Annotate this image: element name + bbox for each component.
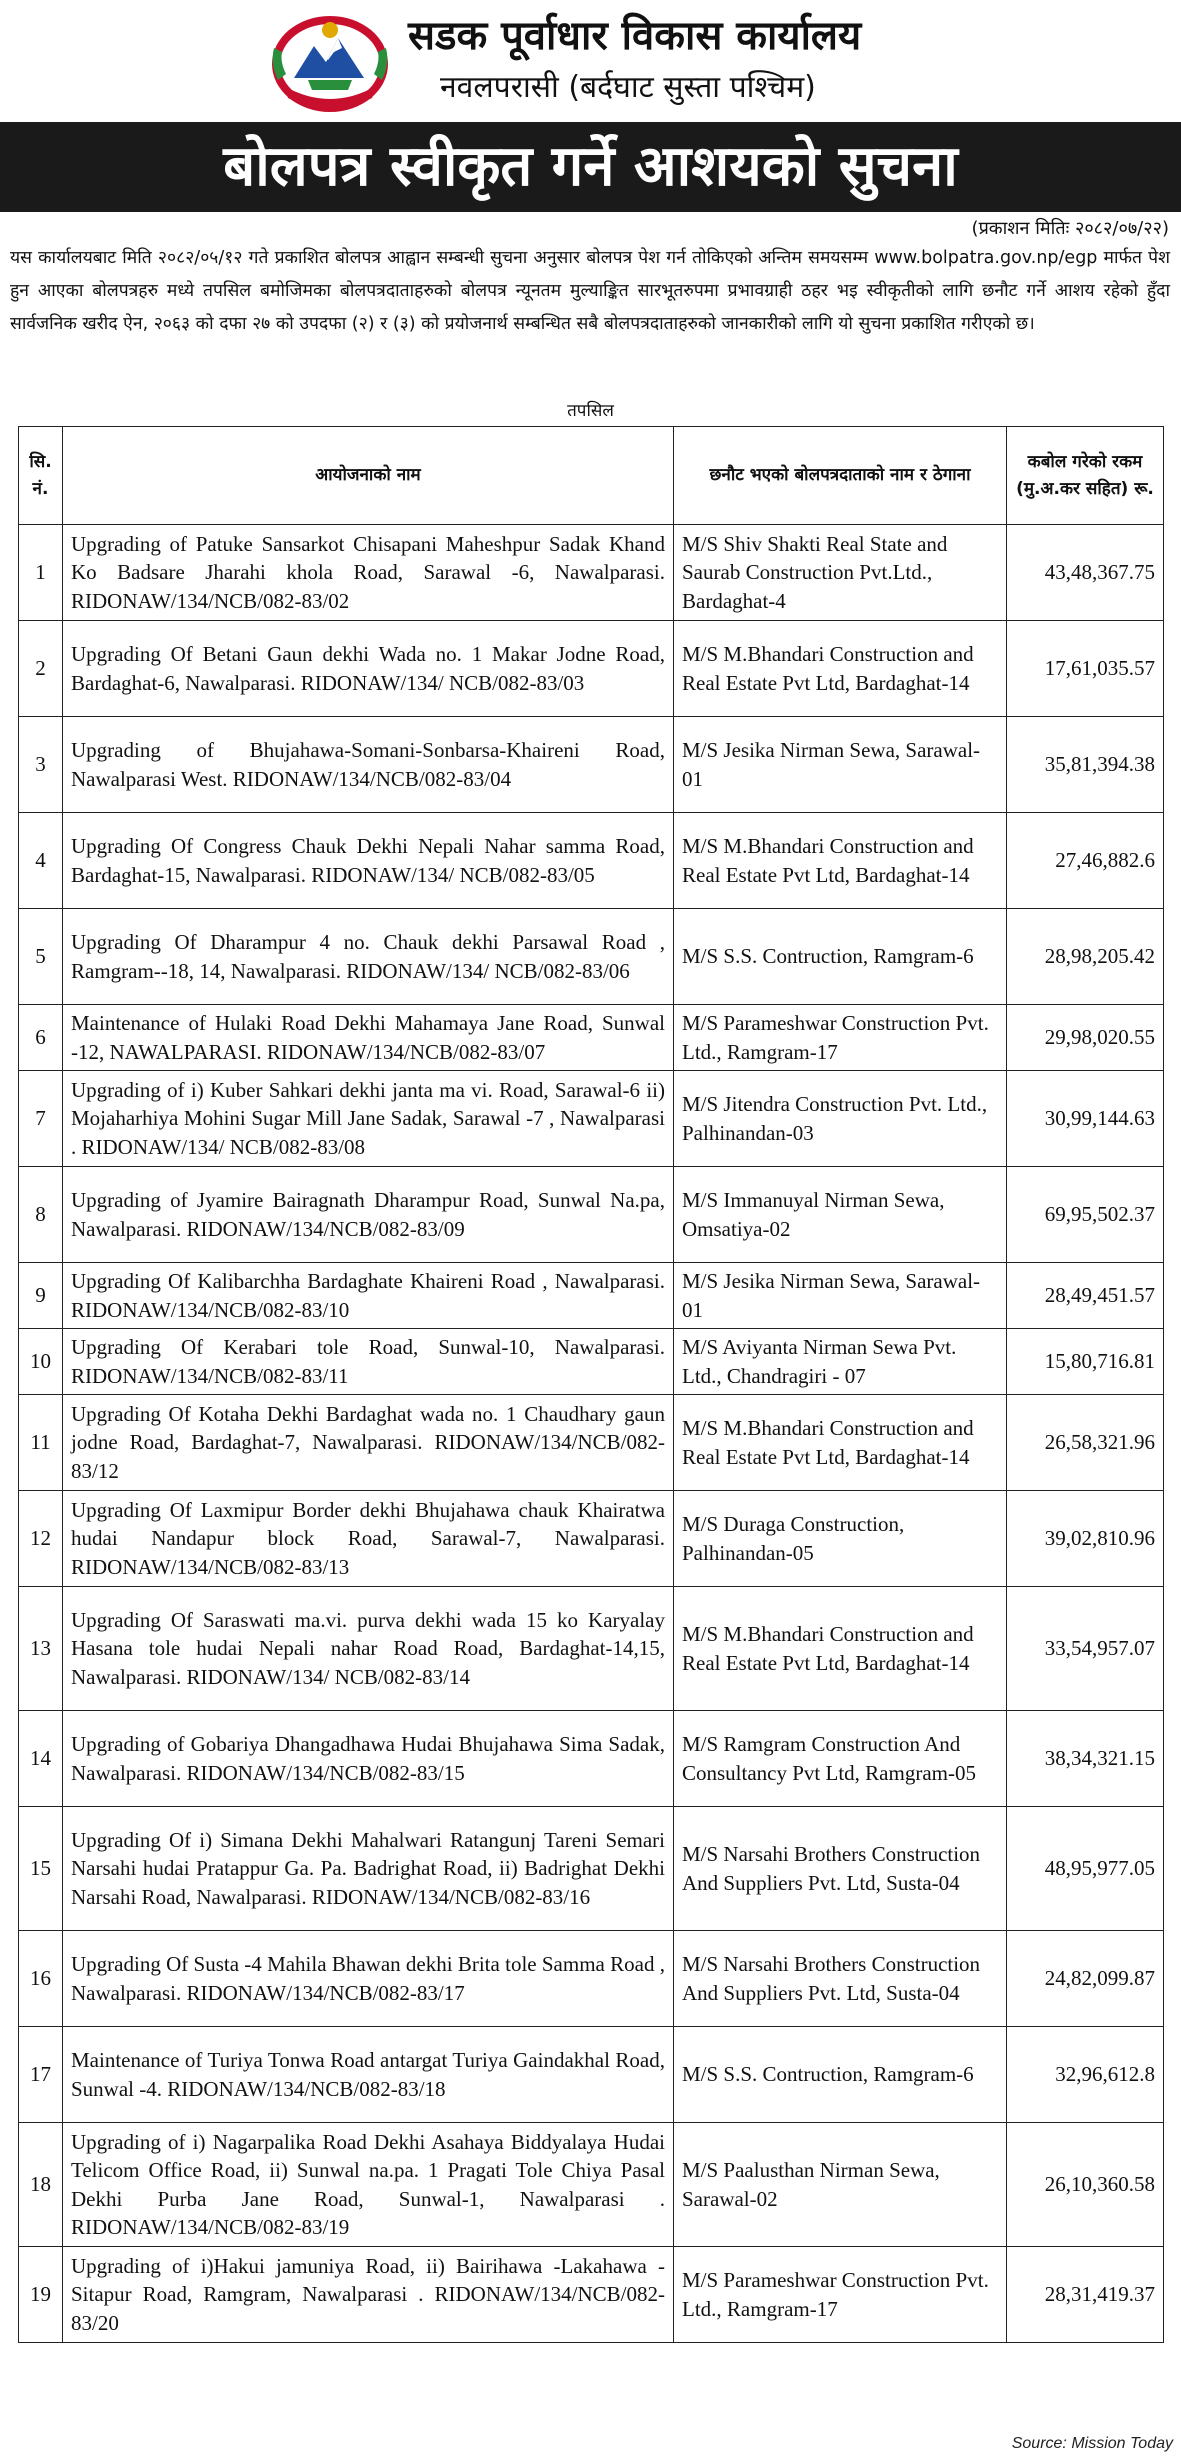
row-bidder: M/S M.Bhandari Construction and Real Estate Pvt Ltd, Bardaghat-14 bbox=[674, 621, 1007, 717]
row-bidder: M/S Parameshwar Construction Pvt. Ltd., Ramgram-17 bbox=[674, 1005, 1007, 1071]
row-project: Upgrading Of Betani Gaun dekhi Wada no. 1 Makar Jodne Road, Bardaghat-6, Nawalparasi. RIDONAW/134/ NCB/082-83/03 bbox=[63, 621, 674, 717]
publication-date: (प्रकाशन मितिः २०८२/०७/२२) bbox=[971, 218, 1169, 239]
row-amount: 43,48,367.75 bbox=[1007, 525, 1164, 621]
row-sn: 7 bbox=[19, 1071, 63, 1167]
table-row bbox=[19, 717, 1164, 813]
row-amount: 30,99,144.63 bbox=[1007, 1071, 1164, 1167]
row-project: Upgrading Of Kerabari tole Road, Sunwal-10, Nawalparasi. RIDONAW/134/NCB/082-83/11 bbox=[63, 1329, 674, 1395]
table-row bbox=[19, 813, 1164, 909]
row-sn: 11 bbox=[19, 1395, 63, 1491]
row-bidder: M/S S.S. Contruction, Ramgram-6 bbox=[674, 909, 1007, 1005]
tapasil-label: तपसिल bbox=[567, 401, 614, 421]
row-amount: 32,96,612.8 bbox=[1007, 2027, 1164, 2123]
table-row bbox=[19, 1263, 1164, 1329]
row-project: Upgrading Of Kalibarchha Bardaghate Khaireni Road , Nawalparasi. RIDONAW/134/NCB/082-83/10 bbox=[63, 1263, 674, 1329]
header bbox=[0, 0, 1181, 122]
row-sn: 2 bbox=[19, 621, 63, 717]
table-row bbox=[19, 2123, 1164, 2247]
row-sn: 1 bbox=[19, 525, 63, 621]
table-row bbox=[19, 1931, 1164, 2027]
row-project: Upgrading Of i) Simana Dekhi Mahalwari Ratangunj Tareni Semari Narsahi hudai Pratappur Ga. Pa. Badrighat Road, ii) Badrighat Dekhi Narsahi Road, Nawalparasi. RIDONAW/134/NCB/082-83/16 bbox=[63, 1807, 674, 1931]
row-bidder: M/S Narsahi Brothers Construction And Suppliers Pvt. Ltd, Susta-04 bbox=[674, 1807, 1007, 1931]
row-sn: 4 bbox=[19, 813, 63, 909]
row-project: Upgrading Of Laxmipur Border dekhi Bhujahawa chauk Khairatwa hudai Nandapur block Road, Sarawal-7, Nawalparasi. RIDONAW/134/NCB/082-83/13 bbox=[63, 1491, 674, 1587]
row-project: Upgrading Of Kotaha Dekhi Bardaghat wada no. 1 Chaudhary gaun jodne Road, Bardaghat-7, Nawalparasi. RIDONAW/134/NCB/082-83/12 bbox=[63, 1395, 674, 1491]
row-sn: 6 bbox=[19, 1005, 63, 1071]
row-sn: 5 bbox=[19, 909, 63, 1005]
row-project: Maintenance of Hulaki Road Dekhi Mahamaya Jane Road, Sunwal -12, NAWALPARASI. RIDONAW/134/NCB/082-83/07 bbox=[63, 1005, 674, 1071]
row-amount: 33,54,957.07 bbox=[1007, 1587, 1164, 1711]
row-bidder: M/S Shiv Shakti Real State and Saurab Construction Pvt.Ltd., Bardaghat-4 bbox=[674, 525, 1007, 621]
row-bidder: M/S Jesika Nirman Sewa, Sarawal-01 bbox=[674, 1263, 1007, 1329]
nepal-emblem-icon bbox=[268, 8, 392, 116]
row-amount: 39,02,810.96 bbox=[1007, 1491, 1164, 1587]
row-bidder: M/S Duraga Construction, Palhinandan-05 bbox=[674, 1491, 1007, 1587]
row-project: Maintenance of Turiya Tonwa Road antargat Turiya Gaindakhal Road, Sunwal -4. RIDONAW/134/NCB/082-83/18 bbox=[63, 2027, 674, 2123]
header-sn: सि. नं. bbox=[19, 427, 63, 525]
table-row bbox=[19, 1807, 1164, 1931]
table-row bbox=[19, 1329, 1164, 1395]
row-sn: 3 bbox=[19, 717, 63, 813]
row-sn: 14 bbox=[19, 1711, 63, 1807]
row-project: Upgrading Of Dharampur 4 no. Chauk dekhi Parsawal Road , Ramgram--18, 14, Nawalparasi. RIDONAW/134/ NCB/082-83/06 bbox=[63, 909, 674, 1005]
row-amount: 17,61,035.57 bbox=[1007, 621, 1164, 717]
row-bidder: M/S M.Bhandari Construction and Real Estate Pvt Ltd, Bardaghat-14 bbox=[674, 813, 1007, 909]
row-project: Upgrading of Bhujahawa-Somani-Sonbarsa-Khaireni Road, Nawalparasi West. RIDONAW/134/NCB/082-83/04 bbox=[63, 717, 674, 813]
row-sn: 17 bbox=[19, 2027, 63, 2123]
table-row bbox=[19, 621, 1164, 717]
table-row bbox=[19, 2247, 1164, 2343]
table-row bbox=[19, 525, 1164, 621]
row-amount: 27,46,882.6 bbox=[1007, 813, 1164, 909]
office-address: नवलपरासी (बर्दघाट सुस्ता पश्चिम) bbox=[440, 70, 816, 105]
row-sn: 16 bbox=[19, 1931, 63, 2027]
office-name: सडक पूर्वाधार विकास कार्यालय bbox=[408, 13, 862, 59]
row-bidder: M/S Jitendra Construction Pvt. Ltd., Palhinandan-03 bbox=[674, 1071, 1007, 1167]
row-project: Upgrading of Patuke Sansarkot Chisapani Maheshpur Sadak Khand Ko Badsare Jharahi khola Road, Sarawal -6, Nawalparasi. RIDONAW/134/NCB/082-83/02 bbox=[63, 525, 674, 621]
row-sn: 9 bbox=[19, 1263, 63, 1329]
row-amount: 69,95,502.37 bbox=[1007, 1167, 1164, 1263]
row-project: Upgrading of Gobariya Dhangadhawa Hudai Bhujahawa Sima Sadak, Nawalparasi. RIDONAW/134/NCB/082-83/15 bbox=[63, 1711, 674, 1807]
bid-table bbox=[18, 426, 1164, 2343]
row-project: Upgrading of i)Hakui jamuniya Road, ii) Bairihawa -Lakahawa - Sitapur Road, Ramgram, Nawalparasi . RIDONAW/134/NCB/082-83/20 bbox=[63, 2247, 674, 2343]
row-bidder: M/S Immanuyal Nirman Sewa, Omsatiya-02 bbox=[674, 1167, 1007, 1263]
table-row bbox=[19, 1491, 1164, 1587]
row-amount: 35,81,394.38 bbox=[1007, 717, 1164, 813]
row-amount: 28,31,419.37 bbox=[1007, 2247, 1164, 2343]
row-bidder: M/S S.S. Contruction, Ramgram-6 bbox=[674, 2027, 1007, 2123]
row-bidder: M/S Ramgram Construction And Consultancy Pvt Ltd, Ramgram-05 bbox=[674, 1711, 1007, 1807]
row-bidder: M/S M.Bhandari Construction and Real Estate Pvt Ltd, Bardaghat-14 bbox=[674, 1395, 1007, 1491]
header-amount: कबोल गरेको रकम (मु.अ.कर सहित) रू. bbox=[1007, 427, 1164, 525]
table-row bbox=[19, 2027, 1164, 2123]
intro-paragraph: यस कार्यालयबाट मिति २०८२/०५/१२ गते प्रकाशित बोलपत्र आह्वान सम्बन्धी सुचना अनुसार बोलपत्र पेश गर्न तोकिएको अन्तिम समयसम्म www.bolpatra.gov.np/egp मार्फत पेश हुन आएका बोलपत्रहरु मध्ये तपसिल बमोजिमका बोलपत्रदाताहरुको बोलपत्र न्यूनतम मुल्याङ्कित सारभूतरुपमा प्रभावग्राही ठहर भइ स्वीकृतीको लागि छनौट गर्ने आशय रहेको हुँदा सार्वजनिक खरीद ऐन, २०६३ को दफा २७ को उपदफा (२) र (३) को प्रयोजनार्थ सम्बन्धित सबै बोलपत्रदाताहरुको जानकारीको लागि यो सुचना प्रकाशित गरीएको छ। bbox=[10, 248, 1170, 334]
row-amount: 26,10,360.58 bbox=[1007, 2123, 1164, 2247]
row-amount: 48,95,977.05 bbox=[1007, 1807, 1164, 1931]
row-sn: 18 bbox=[19, 2123, 63, 2247]
row-bidder: M/S Paalusthan Nirman Sewa, Sarawal-02 bbox=[674, 2123, 1007, 2247]
table-row bbox=[19, 1587, 1164, 1711]
row-amount: 28,49,451.57 bbox=[1007, 1263, 1164, 1329]
row-project: Upgrading Of Saraswati ma.vi. purva dekhi wada 15 ko Karyalay Hasana tole hudai Nepali nahar Road Road, Bardaghat-14,15, Nawalparasi. RIDONAW/134/ NCB/082-83/14 bbox=[63, 1587, 674, 1711]
row-project: Upgrading Of Susta -4 Mahila Bhawan dekhi Brita tole Samma Road , Nawalparasi. RIDONAW/134/NCB/082-83/17 bbox=[63, 1931, 674, 2027]
row-amount: 24,82,099.87 bbox=[1007, 1931, 1164, 2027]
header-project: आयोजनाको नाम bbox=[63, 427, 674, 525]
table-row bbox=[19, 1395, 1164, 1491]
row-amount: 15,80,716.81 bbox=[1007, 1329, 1164, 1395]
row-sn: 8 bbox=[19, 1167, 63, 1263]
row-sn: 19 bbox=[19, 2247, 63, 2343]
table-row bbox=[19, 1005, 1164, 1071]
source-credit: Source: Mission Today bbox=[1011, 2435, 1173, 2452]
row-project: Upgrading of i) Nagarpalika Road Dekhi Asahaya Biddyalaya Hudai Telicom Office Road, ii) Sunwal na.pa. 1 Pragati Tole Chiya Pasal Dekhi Purba Jane Road, Sunwal-1, Nawalparasi . RIDONAW/134/NCB/082-83/19 bbox=[63, 2123, 674, 2247]
row-sn: 12 bbox=[19, 1491, 63, 1587]
table-row bbox=[19, 1167, 1164, 1263]
table-row bbox=[19, 1711, 1164, 1807]
row-amount: 38,34,321.15 bbox=[1007, 1711, 1164, 1807]
row-project: Upgrading Of Congress Chauk Dekhi Nepali Nahar samma Road, Bardaghat-15, Nawalparasi. RIDONAW/134/ NCB/082-83/05 bbox=[63, 813, 674, 909]
row-sn: 10 bbox=[19, 1329, 63, 1395]
row-sn: 13 bbox=[19, 1587, 63, 1711]
table-row bbox=[19, 909, 1164, 1005]
row-amount: 29,98,020.55 bbox=[1007, 1005, 1164, 1071]
row-amount: 26,58,321.96 bbox=[1007, 1395, 1164, 1491]
row-project: Upgrading of Jyamire Bairagnath Dharampur Road, Sunwal Na.pa, Nawalparasi. RIDONAW/134/NCB/082-83/09 bbox=[63, 1167, 674, 1263]
row-bidder: M/S M.Bhandari Construction and Real Estate Pvt Ltd, Bardaghat-14 bbox=[674, 1587, 1007, 1711]
row-amount: 28,98,205.42 bbox=[1007, 909, 1164, 1005]
table-header-row bbox=[19, 427, 1164, 525]
row-bidder: M/S Narsahi Brothers Construction And Suppliers Pvt. Ltd, Susta-04 bbox=[674, 1931, 1007, 2027]
row-sn: 15 bbox=[19, 1807, 63, 1931]
row-project: Upgrading of i) Kuber Sahkari dekhi janta ma vi. Road, Sarawal-6 ii) Mojaharhiya Mohini Sugar Mill Jane Sadak, Sarawal -7 , Nawalparasi . RIDONAW/134/ NCB/082-83/08 bbox=[63, 1071, 674, 1167]
header-bidder: छनौट भएको बोलपत्रदाताको नाम र ठेगाना bbox=[674, 427, 1007, 525]
notice-title-banner: बोलपत्र स्वीकृत गर्ने आशयको सुचना bbox=[0, 122, 1181, 212]
row-bidder: M/S Aviyanta Nirman Sewa Pvt. Ltd., Chandragiri - 07 bbox=[674, 1329, 1007, 1395]
row-bidder: M/S Jesika Nirman Sewa, Sarawal-01 bbox=[674, 717, 1007, 813]
table-row bbox=[19, 1071, 1164, 1167]
row-bidder: M/S Parameshwar Construction Pvt. Ltd., Ramgram-17 bbox=[674, 2247, 1007, 2343]
